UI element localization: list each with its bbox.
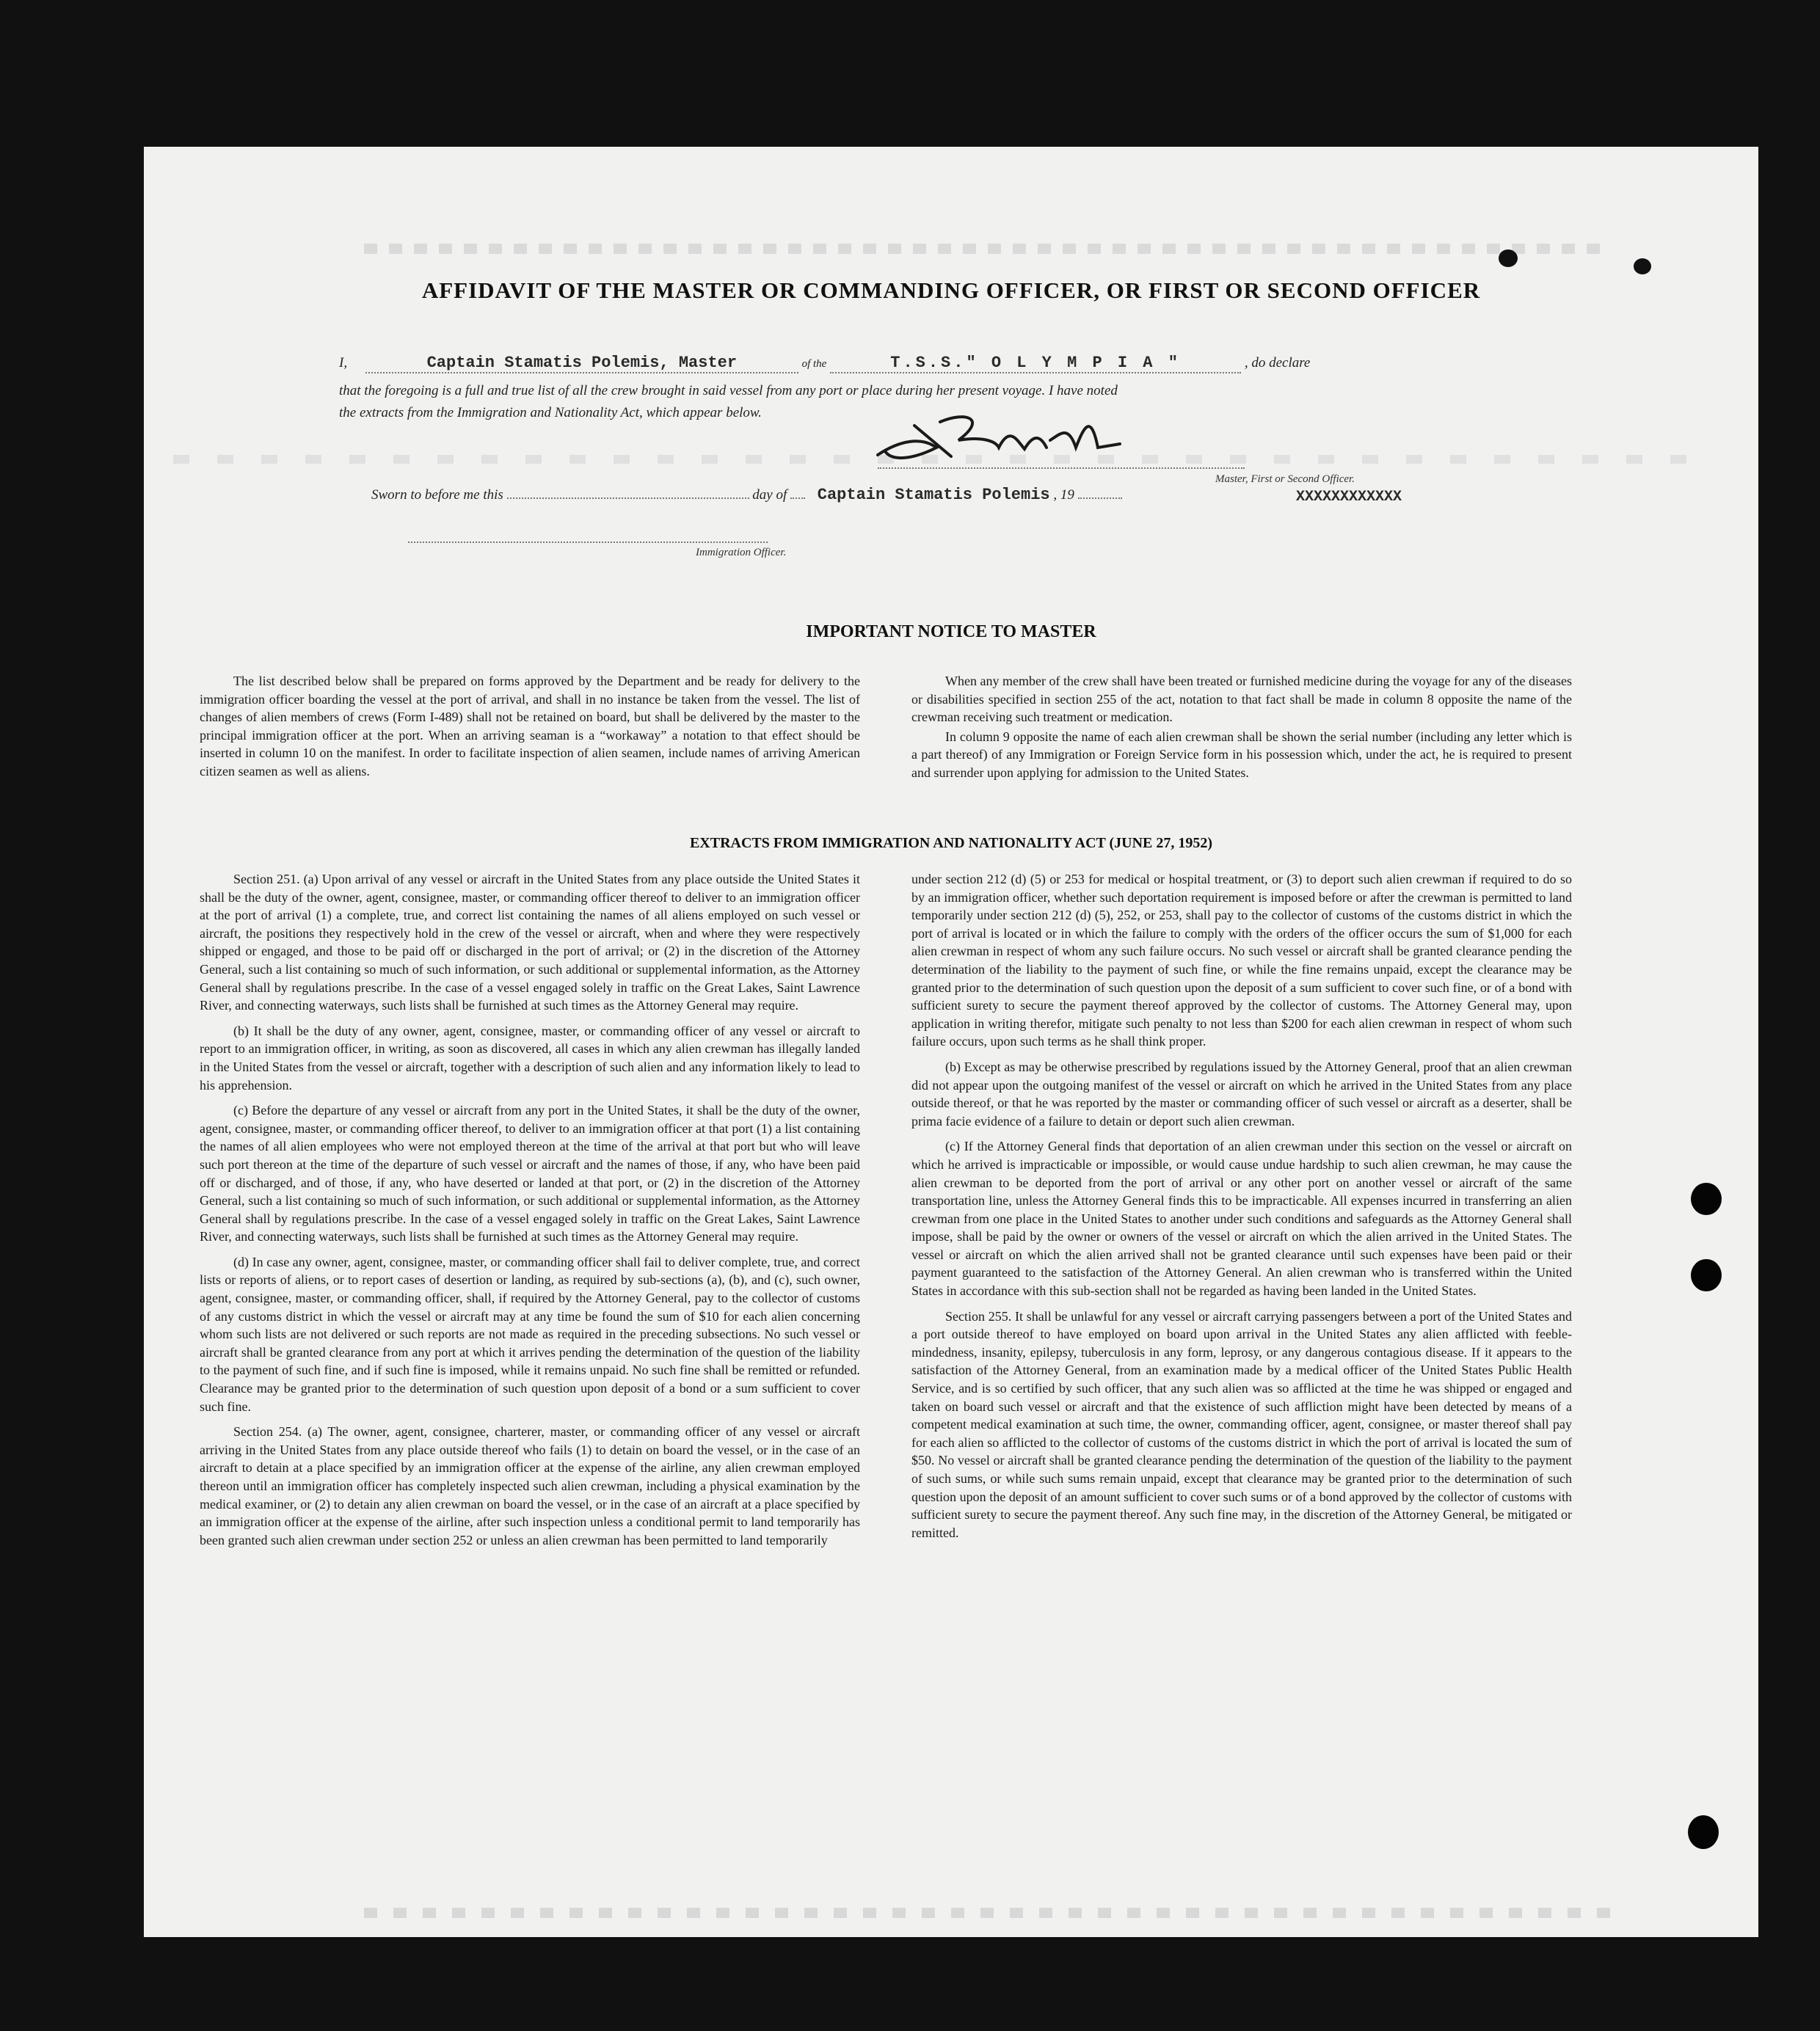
i-label: I, xyxy=(339,355,348,371)
section-251-c: (c) Before the departure of any vessel or aircraft from any port in the United States, it shall be the duty of the owner, agent, consignee, master, or commanding officer thereof, to deliver to an immigration officer at that port (1) a list containing the names of all alien employees who were not employed thereon at the time of the arrival at that port but who will leave such port thereon at the time of the departure of such vessel or aircraft and the names of those, if any, who have been paid off or discharged, and of those, if any, who have deserted or landed at that port, or (2) in the discretion of the Attorney General, such a list containing so much of such information, or such additional or supplemental information, as the Attorney General shall by regulations prescribe. In the case of a vessel engaged solely in traffic on the Great Lakes, Saint Lawrence River, and connecting waterways, such lists shall be furnished at such times as the Attorney General may require. xyxy=(200,1103,860,1244)
of-the-label: of the xyxy=(801,358,827,370)
extracts-title: EXTRACTS FROM IMMIGRATION AND NATIONALITY ACT (JUNE 27, 1952) xyxy=(689,835,1213,851)
sworn-label: Sworn to before me this xyxy=(371,487,503,503)
sworn-day-field xyxy=(507,497,749,499)
immigration-officer-label: Immigration Officer. xyxy=(696,547,787,558)
master-struck-block xyxy=(1296,489,1402,506)
section-254-c: (c) If the Attorney General finds that deportation of an alien crewman under this section on the vessel or aircraft on which he arrived is impracticable or impossible, or would cause undue hardship to such alien crewman, he may cause the alien crewman to be deported from the port of arrival or any other port on another vessel or aircraft of the same transportation line, unless the Attorney General finds this to be impracticable. All expenses incurred in transferring an alien crewman from one place in the United States to another under such conditions and safeguards as the Attorney General shall impose, shall be paid by the owner or owners of the vessel or aircraft on which the alien arrived in the United States. The vessel or aircraft on which the alien arrived shall not be granted clearance until such expenses have been paid or their payment guaranteed to the satisfaction of the Attorney General. An alien crewman who is transferred within the United States in accordance with this sub-section shall not be regarded as having been landed in the United States. xyxy=(911,1139,1572,1299)
immigration-officer-line xyxy=(408,542,768,543)
year-label: , 19 xyxy=(1053,487,1074,503)
punch-hole xyxy=(1691,1259,1722,1291)
signature-line xyxy=(878,467,1245,469)
handwritten-signature xyxy=(870,396,1135,477)
notice-right-column xyxy=(911,672,1572,790)
notice-left-column xyxy=(200,672,860,788)
captain-name-field xyxy=(365,354,798,373)
notice-right-paragraph-1: When any member of the crew shall have been treated or furnished medicine during the voyage for any of the diseases or disabilities specified in section 255 of the act, notation to that fact shall be made in column 8 opposite the name of the crewman receiving such treatment or medication. xyxy=(911,674,1572,725)
do-declare-label: , do declare xyxy=(1244,355,1311,371)
captain-name: Captain Stamatis Polemis, Master xyxy=(426,354,738,372)
master-struck-text: XXXXXXXXXXXX xyxy=(1296,489,1402,506)
notice-left-paragraph: The list described below shall be prepared on forms approved by the Department and be ready for delivery to the immigration officer boarding the vessel at the port of arrival, and shall in no instance be taken from the vessel. The list of changes of alien members of crews (Form I-489) shall not be retained on board, but shall be delivered by the master to the principal immigration officer at the port. When an arriving seaman is a “workaway” a notation to that effect should be inserted in column 10 on the manifest. In order to facilitate inspection of alien seamen, include names of arriving American citizen seamen as well as aliens. xyxy=(200,674,860,779)
affidavit-title: AFFIDAVIT OF THE MASTER OR COMMANDING OFFICER, OR FIRST OR SECOND OFFICER xyxy=(421,277,1481,303)
declaration-line-1 xyxy=(339,354,1594,373)
sworn-month-field xyxy=(790,497,805,499)
year-field xyxy=(1078,497,1122,499)
punch-hole xyxy=(1688,1815,1719,1849)
master-label: Master, First or Second Officer. xyxy=(1215,473,1355,485)
section-251-a: Section 251. (a) Upon arrival of any vessel or aircraft in the United States from any place outside the United States it shall be the duty of the owner, agent, consignee, master, or commanding officer thereof to deliver to an immigration officer at the port of arrival (1) a complete, true, and correct list containing the names of all aliens employed on such vessel or aircraft, the positions they respectively hold in the crew of the vessel or aircraft, when and where they were respectively shipped or engaged, and those to be paid off or discharged in the port of arrival; or (2) in the discretion of the Attorney General, such a list containing so much of such information, or such additional or supplemental information, as the Attorney General shall by regulations prescribe. In the case of a vessel engaged solely in traffic on the Great Lakes, Saint Lawrence River, and connecting waterways, such lists shall be furnished at such times as the Attorney General may require. xyxy=(200,872,860,1013)
section-255: Section 255. It shall be unlawful for any vessel or aircraft carrying passengers between a port of the United States and a port outside thereof to have employed on board upon arrival in the United States any alien afflicted with feeble-mindedness, insanity, epilepsy, tuberculosis in any form, leprosy, or any dangerous contagious disease. If it appears to the satisfaction of the Attorney General, from an examination made by a medical officer of the United States Public Health Service, and is so certified by such officer, that any such alien was so afflicted at the time he was shipped or engaged and taken on board such vessel or aircraft and that the existence of such affliction might have been detected by means of a competent medical examination at such time, the owner, commanding officer, agent, consignee, or master thereof shall pay for each alien so afflicted to the collector of customs of the customs district in which the port of arrival is located the sum of $50. No vessel or aircraft shall be granted clearance pending the determination of the question of the liability to the payment of such sums, or while such sums remain unpaid, except that clearance may be granted prior to the determination of such question upon the deposit of an amount sufficient to cover such sums or of a bond approved by the collector of customs with sufficient surety to secure the payment thereof. Any such fine may, in the discretion of the Attorney General, be mitigated or remitted. xyxy=(911,1308,1572,1540)
section-254-b: (b) Except as may be otherwise prescribed by regulations issued by the Attorney General, proof that an alien crewman did not appear upon the outgoing manifest of the vessel or aircraft on which he arrived in the United States from any place outside thereof, or that he was reported by the master or commanding officer of such vessel or aircraft as a deserter, shall be prima facie evidence of a failure to detain or deport such alien crewman. xyxy=(911,1059,1572,1128)
master-label-block xyxy=(1215,473,1355,486)
vessel-name: T.S.S." O L Y M P I A " xyxy=(890,354,1181,372)
day-of-label: day of xyxy=(752,487,787,503)
bleed-through-bottom xyxy=(364,1908,1612,1918)
extracts-left-column xyxy=(200,870,860,1556)
ink-blot xyxy=(1634,258,1651,274)
ink-blot xyxy=(1499,249,1518,267)
document-page xyxy=(144,147,1758,1937)
punch-hole xyxy=(1691,1183,1722,1215)
vessel-field xyxy=(830,354,1241,373)
notice-right-paragraph-2: In column 9 opposite the name of each alien crewman shall be shown the serial number (including any letter which is a part thereof) of any Immigration or Foreign Service form in his possession which, under the act, he is required to present and surrender upon applying for admission to the United States. xyxy=(911,729,1572,780)
declaration-line-2: that the foregoing is a full and true list of all the crew brought in said vessel from any port or place during her present voyage. I have noted xyxy=(339,383,1118,398)
section-251-d: (d) In case any owner, agent, consignee, master, or commanding officer shall fail to deliver complete, true, and correct lists or reports of aliens, or to report cases of desertion or landing, as required by sub-sections (a), (b), and (c), such owner, agent, consignee, master, or commanding officer, shall, if required by the Attorney General, pay to the collector of customs of any customs district in which the vessel or aircraft may at any time be found the sum of $10 for each alien concerning whom such lists are not delivered or such reports are not made as required in the preceding subsections. No such vessel or aircraft shall be granted clearance from any port at which it arrives pending the determination of the question of the liability to the payment of such fine, and if such fine is imposed, while it remains unpaid. No such fine shall be remitted or refunded. Clearance may be granted prior to the determination of such question upon deposit of a bond or a sum sufficient to cover such fine. xyxy=(200,1254,860,1414)
sworn-line xyxy=(371,486,1626,504)
extracts-right-column xyxy=(911,870,1572,1549)
section-251-b: (b) It shall be the duty of any owner, agent, consignee, master, or commanding officer of any vessel or aircraft to report to an immigration officer, in writing, as soon as discovered, all cases in which any alien crewman has illegally landed in the United States from the vessel or aircraft, together with a description of such alien and any information likely to lead to his apprehension. xyxy=(200,1023,860,1093)
declaration-line-3: the extracts from the Immigration and Nationality Act, which appear below. xyxy=(339,405,762,420)
section-254-a: Section 254. (a) The owner, agent, consignee, charterer, master, or commanding officer of any vessel or aircraft arriving in the United States from any place outside thereof who fails (1) to detain on board the vessel, or in the case of an aircraft to detain at a place specified by an immigration officer at the expense of the airline, any alien crewman employed thereon until an immigration officer has completely inspected such alien crewman, including a physical examination by the medical examiner, or (2) to detain any alien crewman on board the vessel, or in the case of an aircraft at a place specified by an immigration officer at the expense of the airline, after such inspection unless a conditional permit to land temporarily has been granted such alien crewman under section 252 or unless an alien crewman has been permitted to land temporarily xyxy=(200,1424,860,1547)
section-254-a-continued: under section 212 (d) (5) or 253 for medical or hospital treatment, or (3) to deport such alien crewman if required to do so by an immigration officer, whether such deportation requirement is imposed before or after the crewman is permitted to land temporarily under section 212 (d) (5), 252, or 253, shall pay to the collector of customs of the customs district in which the port of arrival is located or in which the failure to comply with the orders of the officer occurs the sum of $1,000 for each alien crewman in respect of whom any such failure occurs. No such vessel or aircraft shall be granted clearance pending the determination of the liability to the payment of such fine, or while the fine remains unpaid, except the clearance may be granted prior to the determination of such question upon the deposit of a sum sufficient to cover such fine, or of a bond with sufficient surety to secure the payment thereof approved by the collector of customs. The Attorney General may, upon application in writing therefor, mitigate such penalty to not less than $200 for each alien crewman in respect of whom such failure occurs, upon such terms as he shall think proper. xyxy=(911,872,1572,1049)
notice-title: IMPORTANT NOTICE TO MASTER xyxy=(806,622,1096,641)
signed-name: Captain Stamatis Polemis xyxy=(817,486,1050,504)
bleed-through-top xyxy=(364,244,1612,254)
